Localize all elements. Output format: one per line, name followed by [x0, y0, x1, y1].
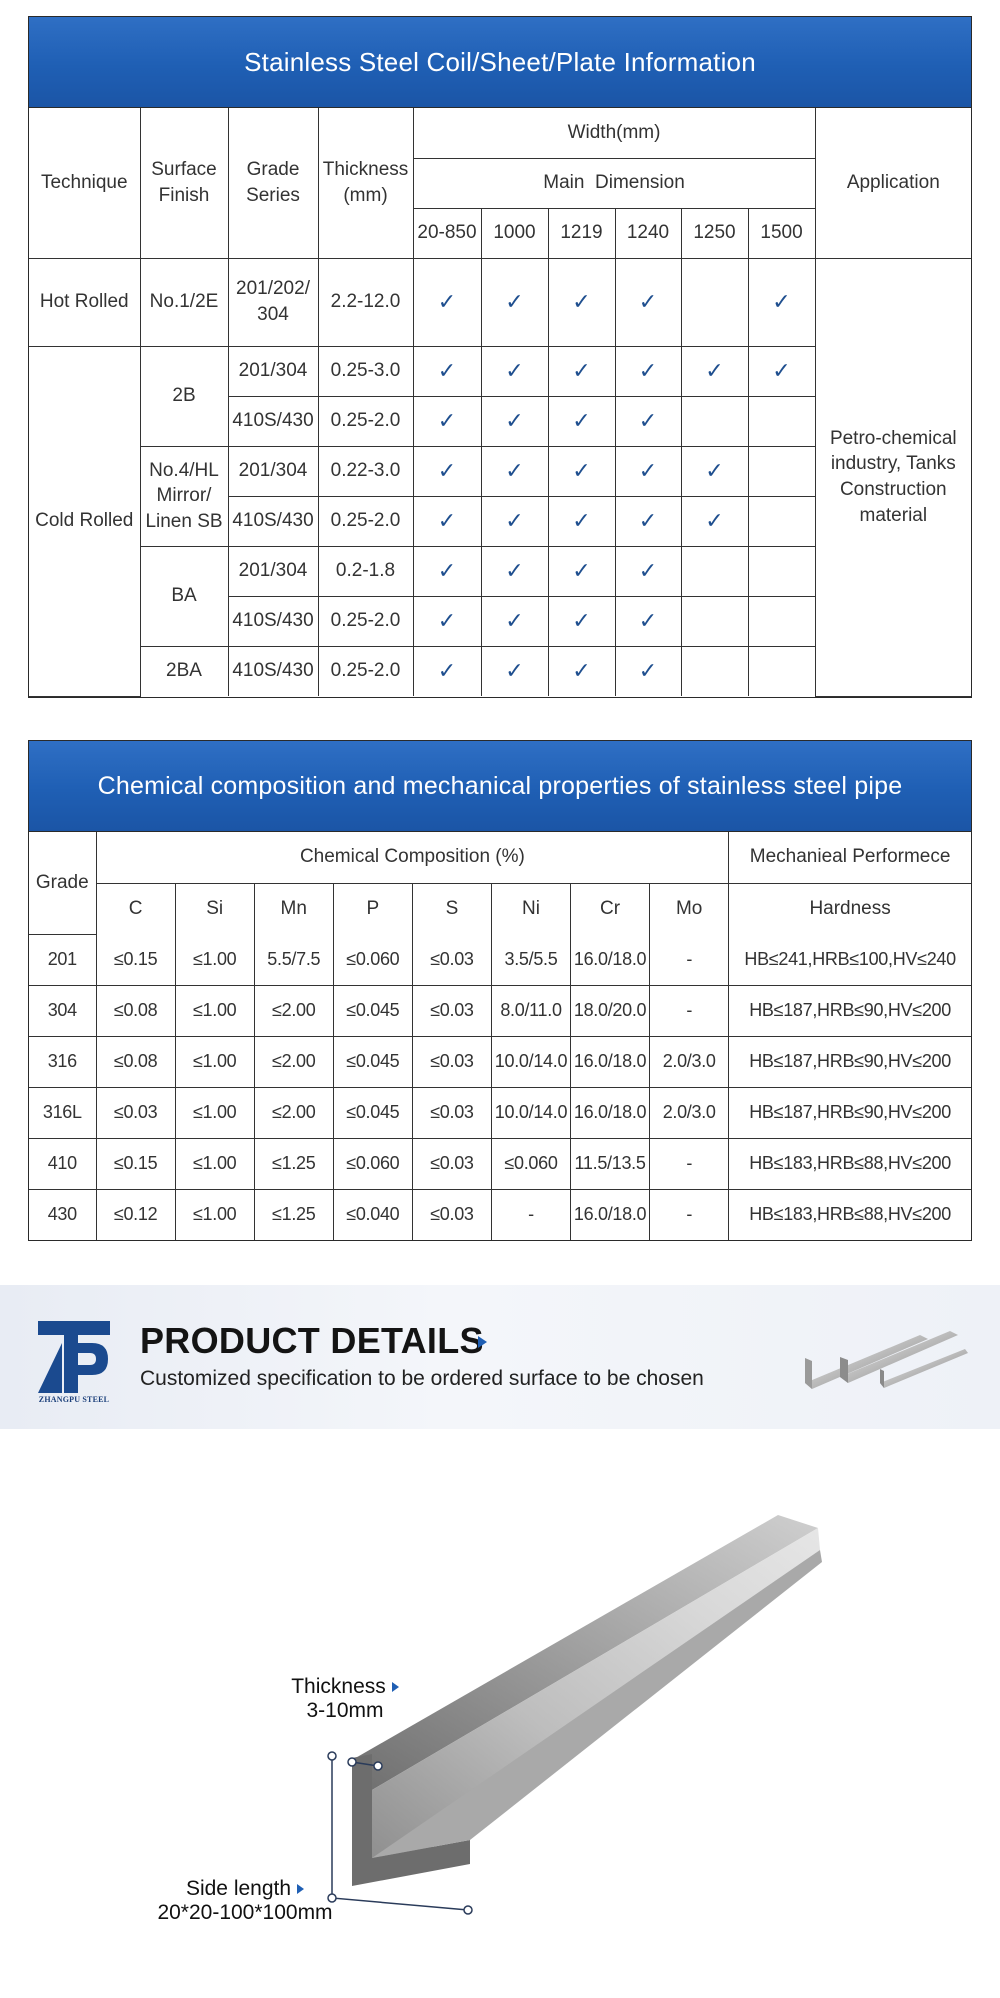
check-cell	[748, 446, 815, 496]
finish-ba: BA	[140, 546, 228, 646]
check-cell	[548, 496, 615, 546]
hardness-cell: HB≤187,HRB≤90,HV≤200	[729, 985, 971, 1036]
check-cell	[481, 646, 548, 696]
check-cell	[748, 596, 815, 646]
grade-cell: 410S/430	[228, 596, 318, 646]
composition-cell: 2.0/3.0	[650, 1036, 729, 1087]
check-icon: ✓	[505, 289, 524, 314]
check-cell	[681, 258, 748, 346]
check-icon: ✓	[638, 558, 658, 583]
header-grade: Grade	[29, 832, 96, 934]
check-cell	[413, 446, 481, 496]
check-icon: ✓	[505, 608, 524, 633]
check-cell	[615, 258, 681, 346]
check-cell	[748, 346, 815, 396]
composition-cell: ≤0.045	[333, 1087, 412, 1138]
width-col: 1250	[681, 208, 748, 258]
composition-cell: ≤1.00	[175, 1138, 254, 1189]
check-cell	[748, 258, 815, 346]
check-icon: ✓	[437, 558, 457, 583]
grade-cell: 410S/430	[228, 396, 318, 446]
header-surface-finish: Surface Finish	[140, 108, 228, 258]
thickness-cell: 0.25-2.0	[318, 396, 413, 446]
composition-cell: ≤0.08	[96, 985, 175, 1036]
check-icon: ✓	[638, 608, 658, 633]
thickness-cell: 0.25-2.0	[318, 496, 413, 546]
check-cell	[748, 396, 815, 446]
check-icon: ✓	[638, 408, 658, 433]
check-icon: ✓	[572, 558, 591, 583]
composition-row	[29, 1138, 971, 1189]
check-cell	[615, 346, 681, 396]
grade-cell: 430	[29, 1189, 96, 1240]
product-details-title: PRODUCT DETAILS	[140, 1320, 484, 1361]
check-cell	[615, 546, 681, 596]
chemical-composition-table	[28, 740, 972, 1241]
check-cell	[481, 446, 548, 496]
composition-cell: ≤0.03	[412, 1036, 491, 1087]
check-icon: ✓	[505, 408, 524, 433]
composition-cell: ≤0.08	[96, 1036, 175, 1087]
hardness-cell: HB≤183,HRB≤88,HV≤200	[729, 1189, 971, 1240]
check-icon: ✓	[638, 658, 658, 684]
header-width: Width(mm)	[413, 108, 815, 158]
check-icon: ✓	[505, 558, 524, 583]
hardness-cell: HB≤183,HRB≤88,HV≤200	[729, 1138, 971, 1189]
grade-cell: 201/304	[228, 346, 318, 396]
check-cell	[748, 646, 815, 696]
composition-cell: ≤1.00	[175, 985, 254, 1036]
composition-cell: ≤1.25	[254, 1138, 333, 1189]
check-icon: ✓	[505, 508, 524, 533]
product-details-banner	[0, 1285, 1000, 1429]
grade-cell: 410	[29, 1138, 96, 1189]
check-cell	[681, 496, 748, 546]
composition-cell: ≤0.03	[412, 1087, 491, 1138]
composition-cell: ≤0.03	[412, 1138, 491, 1189]
grade-cell: 201/304	[228, 446, 318, 496]
width-col: 1500	[748, 208, 815, 258]
check-icon: ✓	[437, 408, 457, 433]
composition-cell: 16.0/18.0	[571, 1189, 650, 1240]
composition-row	[29, 985, 971, 1036]
check-cell	[548, 596, 615, 646]
composition-cell: 8.0/11.0	[491, 985, 570, 1036]
check-cell	[481, 546, 548, 596]
check-cell	[413, 596, 481, 646]
check-icon: ✓	[437, 608, 457, 633]
composition-cell: 10.0/14.0	[491, 1087, 570, 1138]
element-c: C	[96, 883, 175, 934]
table1-title: Stainless Steel Coil/Sheet/Plate Information	[29, 17, 971, 108]
hardness-cell: HB≤187,HRB≤90,HV≤200	[729, 1036, 971, 1087]
check-cell	[481, 496, 548, 546]
header-thickness: Thickness (mm)	[318, 108, 413, 258]
composition-cell: ≤0.03	[96, 1087, 175, 1138]
coil-sheet-plate-table	[28, 16, 972, 698]
grade-cell: 201	[29, 934, 96, 985]
thickness-cell: 0.2-1.8	[318, 546, 413, 596]
composition-cell: ≤0.12	[96, 1189, 175, 1240]
check-cell	[548, 646, 615, 696]
composition-cell: 2.0/3.0	[650, 1087, 729, 1138]
composition-cell: -	[491, 1189, 570, 1240]
composition-row	[29, 1087, 971, 1138]
check-cell	[615, 446, 681, 496]
check-cell	[615, 646, 681, 696]
table2-title: Chemical composition and mechanical properties of stainless steel pipe	[29, 741, 971, 832]
finish-no1-2e: No.1/2E	[140, 258, 228, 346]
technique-cold-rolled: Cold Rolled	[29, 346, 140, 696]
width-col: 1240	[615, 208, 681, 258]
check-icon: ✓	[638, 508, 658, 533]
finish-2b: 2B	[140, 346, 228, 446]
composition-cell: ≤1.00	[175, 1087, 254, 1138]
check-icon: ✓	[505, 658, 524, 684]
thickness-cell: 0.25-2.0	[318, 596, 413, 646]
check-cell	[615, 596, 681, 646]
check-cell	[413, 258, 481, 346]
element-si: Si	[175, 883, 254, 934]
composition-cell: ≤0.045	[333, 985, 412, 1036]
steel-angles-thumbnail	[800, 1313, 970, 1403]
check-icon: ✓	[437, 289, 457, 314]
composition-cell: ≤1.25	[254, 1189, 333, 1240]
check-cell	[615, 396, 681, 446]
composition-cell: ≤1.00	[175, 934, 254, 985]
composition-cell: ≤2.00	[254, 1087, 333, 1138]
composition-cell: 5.5/7.5	[254, 934, 333, 985]
check-cell	[748, 496, 815, 546]
hardness-cell: HB≤241,HRB≤100,HV≤240	[729, 934, 971, 985]
thickness-cell: 0.25-3.0	[318, 346, 413, 396]
finish-no4-hl: No.4/HL Mirror/ Linen SB	[140, 446, 228, 546]
element-s: S	[412, 883, 491, 934]
composition-cell: ≤0.03	[412, 985, 491, 1036]
technique-hot-rolled: Hot Rolled	[29, 258, 140, 346]
check-icon: ✓	[572, 508, 591, 533]
composition-cell: 16.0/18.0	[571, 1087, 650, 1138]
composition-cell: ≤1.00	[175, 1189, 254, 1240]
thickness-cell: 2.2-12.0	[318, 258, 413, 346]
check-icon: ✓	[572, 658, 591, 684]
thickness-label: Thickness	[291, 1675, 386, 1698]
element-cr: Cr	[571, 883, 650, 934]
check-icon: ✓	[705, 458, 724, 483]
composition-cell: ≤0.060	[491, 1138, 570, 1189]
composition-cell: ≤2.00	[254, 985, 333, 1036]
check-cell	[548, 546, 615, 596]
check-cell	[681, 346, 748, 396]
check-cell	[481, 596, 548, 646]
check-icon: ✓	[638, 458, 658, 483]
arrow-right-icon	[392, 1682, 399, 1692]
element-mo: Mo	[650, 883, 729, 934]
composition-cell: ≤0.15	[96, 934, 175, 985]
composition-cell: ≤0.03	[412, 1189, 491, 1240]
arrow-right-icon	[297, 1884, 304, 1894]
check-cell	[413, 496, 481, 546]
check-cell	[413, 346, 481, 396]
check-cell	[481, 396, 548, 446]
check-icon: ✓	[638, 358, 658, 383]
check-icon: ✓	[572, 608, 591, 633]
product-details-subtitle: Customized specification to be ordered surface to be chosen	[140, 1367, 704, 1390]
composition-cell: 18.0/20.0	[571, 985, 650, 1036]
logo-text: ZHANGPU STEEL	[38, 1395, 110, 1404]
thickness-value: 3-10mm	[306, 1699, 384, 1722]
composition-cell: ≤0.045	[333, 1036, 412, 1087]
header-grade-series: Grade Series	[228, 108, 318, 258]
check-icon: ✓	[437, 508, 457, 533]
element-mn: Mn	[254, 883, 333, 934]
header-hardness: Hardness	[729, 883, 971, 934]
check-cell	[681, 446, 748, 496]
composition-cell: ≤0.15	[96, 1138, 175, 1189]
grade-cell: 304	[29, 985, 96, 1036]
composition-cell: -	[650, 934, 729, 985]
check-icon: ✓	[437, 358, 457, 383]
check-icon: ✓	[572, 408, 591, 433]
composition-row	[29, 1189, 971, 1240]
thickness-annotation	[280, 1675, 410, 1723]
composition-cell: -	[650, 985, 729, 1036]
grade-cell: 316	[29, 1036, 96, 1087]
thickness-cell: 0.22-3.0	[318, 446, 413, 496]
check-icon: ✓	[572, 289, 591, 314]
grade-cell: 201/304	[228, 546, 318, 596]
composition-cell: ≤0.060	[333, 1138, 412, 1189]
check-cell	[548, 396, 615, 446]
composition-cell: 3.5/5.5	[491, 934, 570, 985]
check-cell	[548, 258, 615, 346]
finish-2ba: 2BA	[140, 646, 228, 696]
check-icon: ✓	[705, 358, 724, 383]
header-chemical-composition: Chemical Composition (%)	[96, 832, 729, 883]
check-cell	[681, 396, 748, 446]
composition-cell: ≤0.03	[412, 934, 491, 985]
composition-cell: ≤0.060	[333, 934, 412, 985]
check-cell	[481, 258, 548, 346]
grade-cell: 316L	[29, 1087, 96, 1138]
composition-row	[29, 1036, 971, 1087]
check-icon: ✓	[772, 358, 791, 383]
check-cell	[548, 346, 615, 396]
composition-cell: 11.5/13.5	[571, 1138, 650, 1189]
header-application: Application	[815, 108, 971, 258]
header-mechanical-performance: Mechanieal Performece	[729, 832, 971, 883]
check-cell	[481, 346, 548, 396]
composition-cell: ≤0.040	[333, 1189, 412, 1240]
check-icon: ✓	[437, 658, 457, 684]
check-cell	[413, 646, 481, 696]
width-col: 1219	[548, 208, 615, 258]
grade-cell: 201/202/ 304	[228, 258, 318, 346]
side-length-label: Side length	[185, 1877, 292, 1900]
check-cell	[413, 396, 481, 446]
width-col: 20-850	[413, 208, 481, 258]
hardness-cell: HB≤187,HRB≤90,HV≤200	[729, 1087, 971, 1138]
check-cell	[681, 646, 748, 696]
check-icon: ✓	[572, 358, 591, 383]
check-cell	[548, 446, 615, 496]
check-cell	[681, 546, 748, 596]
zhangpu-logo-icon	[38, 1321, 110, 1393]
element-p: P	[333, 883, 412, 934]
thickness-cell: 0.25-2.0	[318, 646, 413, 696]
composition-cell: -	[650, 1189, 729, 1240]
element-ni: Ni	[491, 883, 570, 934]
check-icon: ✓	[705, 508, 724, 533]
check-cell	[413, 546, 481, 596]
grade-cell: 410S/430	[228, 496, 318, 546]
composition-cell: 10.0/14.0	[491, 1036, 570, 1087]
composition-row	[29, 934, 971, 985]
width-col: 1000	[481, 208, 548, 258]
check-icon: ✓	[437, 458, 457, 483]
composition-cell: ≤1.00	[175, 1036, 254, 1087]
check-cell	[681, 596, 748, 646]
check-icon: ✓	[505, 458, 524, 483]
composition-cell: 16.0/18.0	[571, 1036, 650, 1087]
check-icon: ✓	[638, 289, 658, 314]
header-technique: Technique	[29, 108, 140, 258]
check-cell	[615, 496, 681, 546]
check-icon: ✓	[505, 358, 524, 383]
composition-cell: ≤2.00	[254, 1036, 333, 1087]
check-icon: ✓	[572, 458, 591, 483]
check-cell	[748, 546, 815, 596]
header-main-dimension: Main Dimension	[413, 158, 815, 208]
composition-cell: 16.0/18.0	[571, 934, 650, 985]
composition-rows	[29, 934, 971, 1240]
grade-cell: 410S/430	[228, 646, 318, 696]
side-length-value: 20*20-100*100mm	[157, 1901, 333, 1924]
application-cell: Petro-chemical industry, Tanks Construction material	[815, 258, 971, 696]
title-arrow-icon	[478, 1336, 487, 1348]
side-length-annotation	[140, 1877, 350, 1925]
composition-cell: -	[650, 1138, 729, 1189]
check-icon: ✓	[772, 289, 791, 314]
